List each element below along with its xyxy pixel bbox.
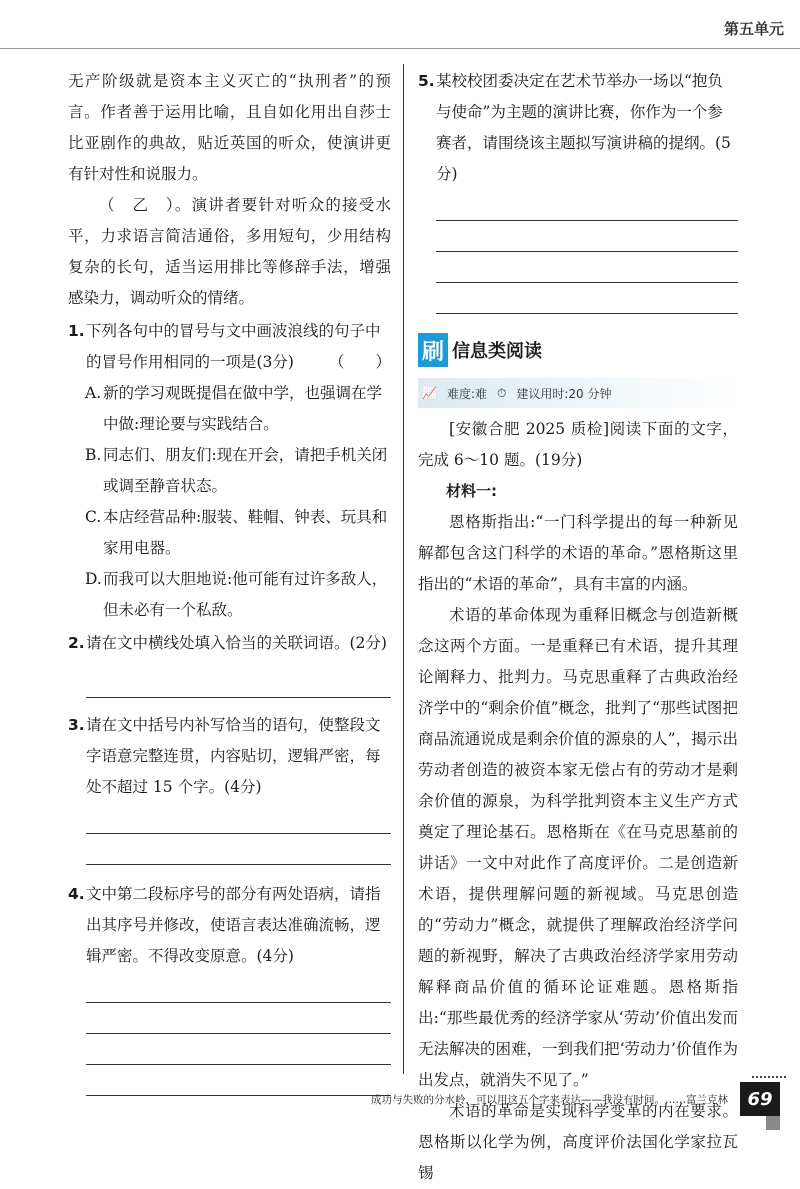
answer-line[interactable]: [86, 972, 391, 1003]
question-4: [68, 879, 391, 972]
option-d[interactable]: [85, 564, 391, 626]
material-paragraph: 术语的革命体现为重释旧概念与创造新概念这两个方面。一是重释已有术语，提升其理论阐释力、批判力。马克思重释了古典政治经济学中的“剩余价值”概念，批判了“那些试图把商品流通说成是剩余价值的源泉的人”，揭示出劳动者创造的被资本家无偿占有的劳动才是剩余价值的源泉，为科学批判资本主义生产方式奠定了理论基石。恩格斯在《在马克思墓前的讲话》一文中对此作了高度评价。二是创造新术语，提供理解问题的新视域。马克思创造的“劳动力”概念，就提供了理解政治经济学问题的新视野，解决了古典政治经济学家用劳动解释商品价值的循环论证难题。恩格斯指出:“那些最优秀的经济学家从‘劳动’价值出发而无法解决的困难，一到我们把‘劳动力’价值作为出发点，就消失不见了。”: [418, 606, 738, 1089]
time-label: 建议用时:20 分钟: [516, 386, 612, 401]
answer-line[interactable]: [86, 803, 391, 834]
unit-label: 第五单元: [723, 20, 784, 38]
option-text: 新的学习观既提倡在做中学，也强调在学中做:理论要与实践结合。: [103, 384, 383, 433]
question-number: 5.: [418, 72, 435, 90]
corner-mark: [766, 1116, 780, 1130]
question-text: 下列各句中的冒号与文中画波浪线的句子中的冒号作用相同的一项是(3分): [86, 322, 381, 371]
reading-intro: [安徽合肥 2025 质检]阅读下面的文字，完成 6～10 题。(19分): [418, 420, 738, 469]
material-title: 材料一:: [446, 482, 497, 500]
difficulty-label: 难度:难: [446, 386, 487, 401]
footer-quote: 成功与失败的分水岭，可以用这五个字来表达——我没有时间。……富兰克林: [371, 1094, 728, 1106]
question-number: 4.: [68, 885, 85, 903]
meta-bar: [418, 378, 738, 408]
question-number: 2.: [68, 634, 85, 652]
answer-line[interactable]: [436, 190, 738, 221]
question-2: [68, 628, 391, 659]
option-label: D.: [85, 570, 102, 588]
section-header: [418, 332, 738, 368]
answer-line[interactable]: [86, 834, 391, 865]
page-number: 69: [740, 1082, 780, 1116]
passage-paragraph-yi: （ 乙 ）。演讲者要针对听众的接受水平，力求语言简洁通俗，多用短句，少用结构复杂的长句，适当运用排比等修辞手法，增强感染力，调动听众的情绪。: [68, 196, 391, 307]
answer-line[interactable]: [86, 667, 391, 698]
option-text: 同志们、朋友们:现在开会，请把手机关闭或调至静音状态。: [103, 446, 388, 495]
material-paragraph: 恩格斯指出:“一门科学提出的每一种新见解都包含这门科学的术语的革命。”恩格斯这里指出的“术语的革命”，具有丰富的内涵。: [418, 513, 738, 593]
option-label: B.: [85, 446, 102, 464]
option-a[interactable]: [85, 378, 391, 440]
question-text: 请在文中横线处填入恰当的关联词语。(2分): [86, 634, 387, 652]
passage-paragraph: 无产阶级就是资本主义灭亡的“执刑者”的预言。作者善于运用比喻，且自如化用出自莎士比亚剧作的典故，贴近英国的听众，使演讲更有针对性和说服力。: [68, 72, 391, 183]
clock-icon: ⏱: [497, 385, 507, 400]
answer-paren[interactable]: （ ）: [328, 353, 391, 371]
question-number: 3.: [68, 716, 85, 734]
dots-decoration: [752, 1076, 786, 1078]
section-title: 信息类阅读: [452, 341, 542, 362]
option-label: C.: [85, 508, 102, 526]
option-text: 本店经营品种:服装、鞋帽、钟表、玩具和家用电器。: [103, 508, 388, 557]
question-1: [68, 316, 391, 378]
answer-line[interactable]: [86, 1034, 391, 1065]
question-number: 1.: [68, 322, 85, 340]
question-3: [68, 710, 391, 803]
question-5: [418, 66, 738, 190]
material-paragraph: 术语的革命是实现科学变革的内在要求。恩格斯以化学为例，高度评价法国化学家拉瓦锡: [418, 1102, 738, 1182]
footer: [0, 1084, 800, 1114]
option-text: 而我可以大胆地说:他可能有过许多敌人，但未必有一个私敌。: [103, 570, 388, 619]
answer-line[interactable]: [86, 1003, 391, 1034]
answer-line[interactable]: [436, 283, 738, 314]
left-column: [68, 66, 391, 1096]
option-b[interactable]: [85, 440, 391, 502]
question-text: 请在文中括号内补写恰当的语句，使整段文字语意完整连贯，内容贴切，逻辑严密，每处不超过 15 个字。(4分): [86, 716, 381, 796]
answer-line[interactable]: [436, 252, 738, 283]
question-text: 某校校团委决定在艺术节举办一场以“抱负与使命”为主题的演讲比赛，你作为一个参赛者，请围绕该主题拟写演讲稿的提纲。(5分): [436, 72, 731, 183]
chart-icon: 📈: [422, 386, 437, 400]
option-c[interactable]: [85, 502, 391, 564]
option-label: A.: [85, 384, 102, 402]
column-divider: [403, 64, 404, 1074]
question-text: 文中第二段标序号的部分有两处语病，请指出其序号并修改，使语言表达准确流畅，逻辑严密。不得改变原意。(4分): [86, 885, 381, 965]
header-rule: [0, 48, 800, 49]
answer-line[interactable]: [436, 221, 738, 252]
right-column: [418, 66, 738, 1189]
brush-icon: 刷: [418, 333, 448, 367]
